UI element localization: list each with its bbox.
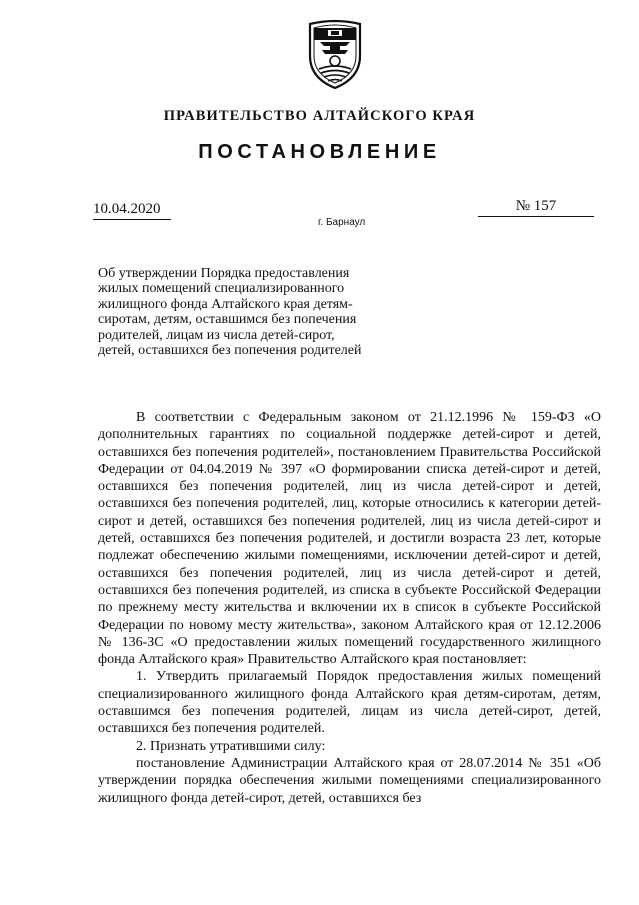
preamble-paragraph: В соответствии с Федеральным законом от 21.12.1996 № 159-ФЗ «О дополнительных гарантиях по социальной поддержке детей-сирот и детей, оставшихся без попечения родителей», постановлением Правительства Российской Федерации от 04.04.2019 № 397 «О формировании списка детей-сирот и детей, оставшихся без попечения родителей, лиц из числа детей-сирот и детей, оставшихся без попечения родителей, лиц, которые относились к категории детей-сирот и детей, оставшихся без попечения родителей, лиц из числа детей-сирот и детей, оставшихся без попечения родителей, и достигли возраста 23 лет, которые подлежат обеспечению жилыми помещениями, исключении детей-сирот и детей, оставшихся без попечения родителей, лиц из числа детей-сирот и детей, оставшихся без попечения родителей, из списка в субъекте Российской Федерации по прежнему месту жительства и включении их в список в субъекте Российской Федерации по новому месту жительства», законом Алтайского края от 12.12.2006 № 136-ЗС «О предоставлении жилых помещений государственного жилищного фонда Алтайского края» Правительство Алтайского края постановляет:: [98, 410, 601, 668]
repealed-act-paragraph: постановление Администрации Алтайского края от 28.07.2014 № 351 «Об утверждении порядка обеспечения жилыми помещениями специализированного жилищного фонда детей-сирот, детей, оставшихся без: [98, 755, 601, 806]
decree-number: № 157: [478, 198, 594, 217]
decree-subject: Об утверждении Порядка предоставления жилых помещений специализированного жилищного фонда Алтайского края детям-сиротам, детям, оставшимся без попечения родителей, лицам из числа детей-сирот, детей, оставшихся без попечения родителей: [98, 266, 362, 359]
clause-1-paragraph: 1. Утвердить прилагаемый Порядок предоставления жилых помещений специализированного жилищного фонда Алтайского края детям-сиротам, детям, оставшимся без попечения родителей, лицам из числа детей-сирот, детей, оставшихся без попечения родителей.: [98, 669, 601, 737]
decree-body: [98, 409, 601, 807]
decree-date: 10.04.2020: [93, 201, 171, 220]
government-name: ПРАВИТЕЛЬСТВО АЛТАЙСКОГО КРАЯ: [163, 108, 476, 124]
document-type-title: ПОСТАНОВЛЕНИЕ: [198, 141, 441, 163]
clause-2-paragraph: 2. Признать утратившими силу:: [136, 738, 326, 754]
coat-of-arms-icon: [304, 16, 366, 92]
decree-city: г. Барнаул: [318, 217, 366, 228]
